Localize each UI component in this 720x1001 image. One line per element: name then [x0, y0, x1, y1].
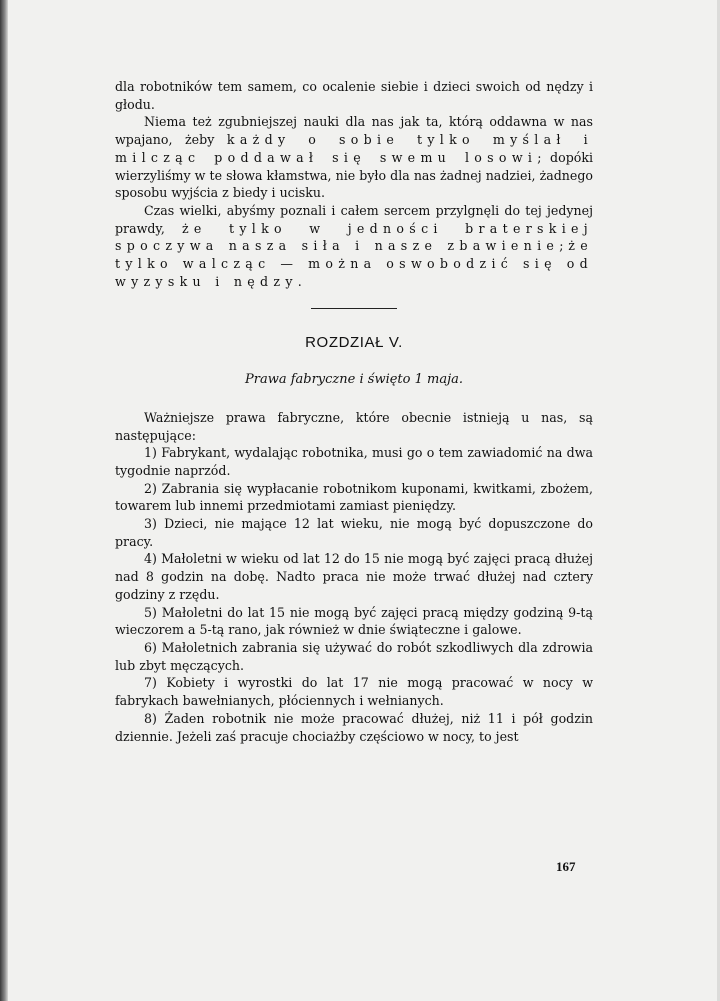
list-item: 6) Małoletnich zabrania się używać do robót szkodliwych dla zdrowia lub zbyt męczących. [115, 639, 593, 673]
spaced-emphasis: że tylko walcząc — można oswobodzić się od wyzysku i nędzy [115, 238, 593, 289]
list-item: 2) Zabrania się wypłacanie robotnikom kuponami, kwitkami, zbożem, towarem lub innemi przedmiotami zamiast pieniędzy. [115, 480, 593, 514]
spaced-emphasis: każdy o sobie tylko myślał i milcząc poddawał się swemu losowi [115, 132, 593, 165]
chapter-heading: ROZDZIAŁ V. [305, 334, 403, 352]
book-spine-shadow [0, 0, 8, 1001]
list-item: 8) Żaden robotnik nie może pracować dłużej, niż 11 i pół godzin dziennie. Jeżeli zaś pracuje chociażby częściowo w nocy, to jest [115, 710, 593, 744]
list-intro: Ważniejsze prawa fabryczne, które obecnie istnieją u nas, są następujące: [115, 409, 593, 443]
list-item: 3) Dzieci, nie mające 12 lat wieku, nie mogą być dopuszczone do pracy. [115, 516, 593, 549]
paragraph-continuation: dla robotników tem samem, co ocalenie siebie i dzieci swoich od nędzy i głodu. [115, 79, 593, 112]
paragraph-unity: Czas wielki, abyśmy poznali i całem sercem przylgnęli do tej jedynej prawdy, że tylko w jedności braterskiej spoczywa nasza siła i nasze zbawienie; że tylko walcząc — można oswobodzić się od wyzysku i nędzy. [115, 202, 593, 289]
page-number: 167 [556, 859, 576, 874]
list-item: 5) Małoletni do lat 15 nie mogą być zajęci pracą między godziną 9-tą wieczorem a 5-tą rano, jak również w dnie świąteczne i galowe. [115, 604, 593, 638]
paragraph-warning: Niema też zgubniejszej nauki dla nas jak ta, którą oddawna w nas wpajano, żeby każdy o sobie tylko myślał i milcząc poddawał się swemu losowi; dopóki wierzyliśmy w te słowa kłamstwa, nie było dla nas żadnej nadziei, żadnego sposobu wyjścia z biedy i ucisku. [115, 114, 593, 201]
list-item: 1) Fabrykant, wydalając robotnika, musi go o tem zawiadomić na dwa tygodnie naprzód. [115, 445, 593, 478]
list-item: 7) Kobiety i wyrostki do lat 17 nie mogą pracować w nocy w fabrykach bawełnianych, płóciennych i wełnianych. [115, 675, 593, 709]
page-text [115, 78, 593, 745]
spaced-emphasis: że tylko w jedności braterskiej spoczywa nasza siła i nasze zbawienie [115, 220, 593, 254]
chapter-subtitle: Prawa fabryczne i święto 1 maja. [244, 372, 463, 388]
list-item: 4) Małoletni w wieku od lat 12 do 15 nie mogą być zajęci pracą dłużej nad 8 godzin na dobę. Nadto praca nie może trwać dłużej nad cztery godziny z rzędu. [115, 551, 593, 602]
section-divider [311, 308, 397, 309]
